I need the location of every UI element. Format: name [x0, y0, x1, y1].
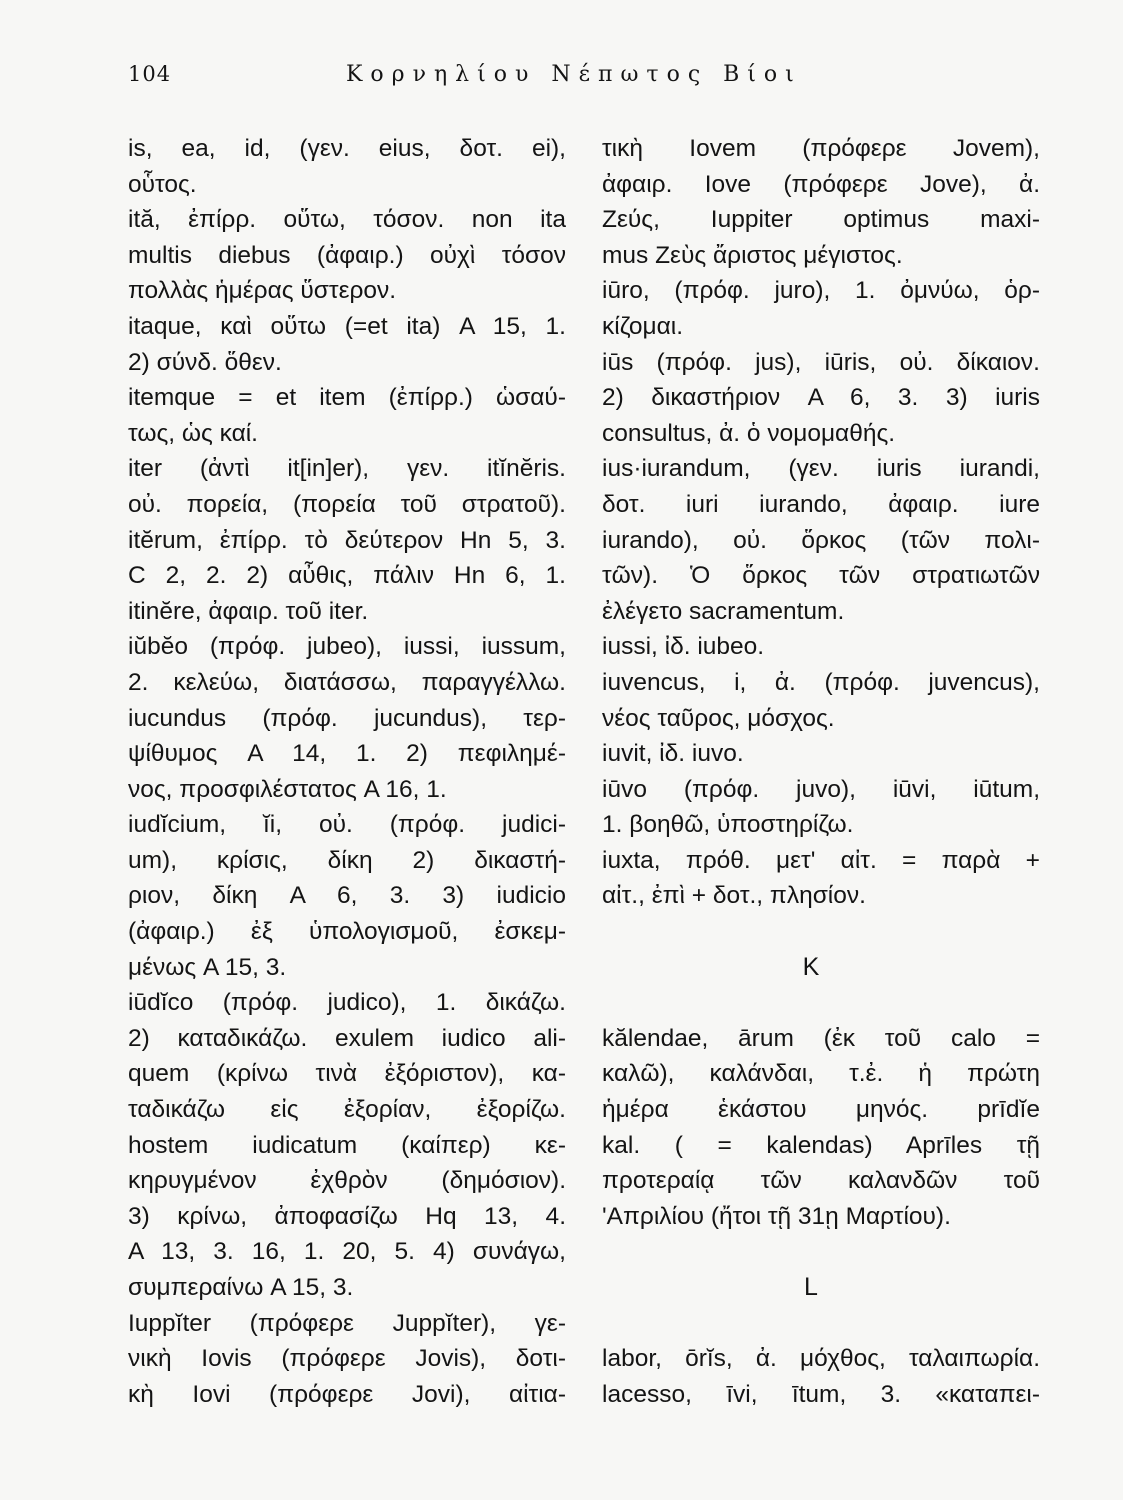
entry-line: αἰτ., ἐπὶ + δοτ., πλησίον. — [602, 882, 866, 910]
entry-line: mus Ζεὺς ἄριστος μέγιστος. — [602, 241, 903, 269]
entry-line: labor, ōrĭs, ἀ. μόχθος, ταλαιπωρία. — [602, 1345, 1040, 1373]
section-spacer — [602, 1234, 1040, 1270]
entry-line: iudĭcium, ĭi, οὐ. (πρόφ. judici- — [128, 811, 566, 839]
entry-line: iŭbĕo (πρόφ. jubeo), iussi, iussum, — [128, 633, 566, 661]
entry-line: 2. κελεύω, διατάσσω, παραγγέλλω. — [128, 668, 566, 696]
entry-line: 'Απριλίου (ἤτοι τῇ 31ῃ Μαρτίου). — [602, 1202, 951, 1230]
entry-line: οὐ. πορεία, (πορεία τοῦ στρατοῦ). — [128, 490, 566, 518]
entry-line: κηρυγμένον ἐχθρὸν (δημόσιον). — [128, 1167, 566, 1195]
entry-line: iussi, ἰδ. iubeo. — [602, 633, 765, 661]
entry-line: iūs (πρόφ. jus), iūris, οὐ. δίκαιον. — [602, 348, 1040, 376]
entry-line: consultus, ἀ. ὁ νομομαθής. — [602, 419, 896, 447]
entry-line: itemque = et item (ἐπίρρ.) ὡσαύ- — [128, 384, 566, 412]
entry-line: μένως A 15, 3. — [128, 953, 287, 981]
entry-line: τῶν). Ὁ ὅρκος τῶν στρατιωτῶν — [602, 562, 1040, 590]
entry-line: Ζεύς, Iuppiter optimus maxi- — [602, 206, 1040, 234]
section-spacer — [602, 914, 1040, 950]
entry-line: κὴ Iovi (πρόφερε Jovi), αἰτια- — [128, 1380, 566, 1408]
entry-line: ταδικάζω εἰς ἐξορίαν, ἐξορίζω. — [128, 1096, 566, 1124]
entry-line: προτεραίᾳ τῶν καλανδῶν τοῦ — [602, 1167, 1040, 1195]
entry-line: κίζομαι. — [602, 312, 684, 340]
entry-line: ită, ἐπίρρ. οὕτω, τόσον. non ita — [128, 206, 566, 234]
entry-line: iuvencus, i, ἀ. (πρόφ. juvencus), — [602, 668, 1040, 696]
entry-line: 3) κρίνω, ἀποφασίζω Hq 13, 4. — [128, 1202, 566, 1230]
page-header — [128, 62, 1038, 98]
entry-line: ἐλέγετο sacramentum. — [602, 597, 845, 625]
section-letter-l: L — [804, 1273, 818, 1301]
entry-line: quem (κρίνω τινὰ ἐξόριστον), κα- — [128, 1060, 566, 1088]
entry-line: iūro, (πρόφ. juro), 1. ὀμνύω, ὁρ- — [602, 277, 1040, 305]
entry-line: πολλὰς ἡμέρας ὕστερον. — [128, 277, 397, 305]
entry-line: itĕrum, ἐπίρρ. τὸ δεύτερον Hn 5, 3. — [128, 526, 566, 554]
entry-line: multis diebus (ἀφαιρ.) οὐχὶ τόσον — [128, 241, 566, 269]
running-title: Κορνηλίου Νέπωτος Βίοι — [346, 62, 802, 87]
entry-line: ψίθυμος A 14, 1. 2) πεφιλημέ- — [128, 740, 566, 768]
entry-line: 2) καταδικάζω. exulem iudico ali- — [128, 1024, 566, 1052]
entry-line: νέος ταῦρος, μόσχος. — [602, 704, 835, 732]
entry-line: iter (ἀντὶ it[in]er), γεν. itĭnĕris. — [128, 455, 566, 483]
section-spacer — [602, 1306, 1040, 1342]
entry-line: τως, ὡς καί. — [128, 419, 258, 447]
entry-line: is, ea, id, (γεν. eius, δοτ. ei), — [128, 135, 566, 162]
entry-line: itaque, καὶ οὕτω (=et ita) A 15, 1. — [128, 312, 566, 340]
entry-line: iuvit, ἰδ. iuvo. — [602, 740, 744, 768]
entry-line: iuxta, πρόθ. μετ' αἰτ. = παρὰ + — [602, 846, 1040, 874]
entry-line: hostem iudicatum (καίπερ) κε- — [128, 1131, 566, 1159]
entry-line: ius·iurandum, (γεν. iuris iurandi, — [602, 455, 1040, 483]
entry-line: iurando), οὐ. ὅρκος (τῶν πολι- — [602, 526, 1040, 554]
page-number: 104 — [128, 62, 172, 86]
section-letter-k: K — [802, 952, 820, 981]
entry-line: νικὴ Iovis (πρόφερε Jovis), δοτι- — [128, 1345, 566, 1373]
left-column — [128, 131, 566, 1412]
section-spacer — [602, 985, 1040, 1021]
entry-line: ριον, δίκη A 6, 3. 3) iudicio — [128, 882, 566, 910]
entry-line: itinĕre, ἀφαιρ. τοῦ iter. — [128, 597, 369, 625]
entry-line: τικὴ Iovem (πρόφερε Jovem), — [602, 135, 1040, 162]
entry-line: νος, προσφιλέστατος A 16, 1. — [128, 775, 447, 803]
entry-line: kălendae, ārum (ἐκ τοῦ calo = — [602, 1024, 1040, 1052]
entry-line: (ἀφαιρ.) ἐξ ὑπολογισμοῦ, ἐσκεμ- — [128, 918, 566, 946]
entry-line: δοτ. iuri iurando, ἀφαιρ. iure — [602, 490, 1040, 518]
entry-line: Iuppĭter (πρόφερε Juppĭter), γε- — [128, 1309, 566, 1337]
right-column — [602, 131, 1040, 1412]
entry-line: lacesso, īvi, ītum, 3. «καταπει- — [602, 1380, 1040, 1408]
entry-line: 1. βοηθῶ, ὑποστηρίζω. — [602, 811, 854, 839]
entry-line: ἀφαιρ. Iove (πρόφερε Jove), ἀ. — [602, 170, 1040, 198]
entry-line: iūdĭco (πρόφ. judico), 1. δικάζω. — [128, 989, 566, 1017]
entry-line: iūvo (πρόφ. juvo), iūvi, iūtum, — [602, 775, 1040, 803]
entry-line: καλῶ), καλάνδαι, τ.ἐ. ἡ πρώτη — [602, 1060, 1040, 1088]
entry-line: ἡμέρα ἑκάστου μηνός. prīdĭe — [602, 1096, 1040, 1124]
entry-line: οὗτος. — [128, 170, 197, 198]
entry-line: kal. ( = kalendas) Aprīles τῇ — [602, 1131, 1040, 1159]
entry-line: συμπεραίνω A 15, 3. — [128, 1274, 354, 1301]
entry-line: iucundus (πρόφ. jucundus), τερ- — [128, 704, 566, 732]
entry-line: 2) σύνδ. ὅθεν. — [128, 348, 282, 376]
entry-line: A 13, 3. 16, 1. 20, 5. 4) συνάγω, — [128, 1238, 566, 1266]
entry-line: um), κρίσις, δίκη 2) δικαστή- — [128, 846, 566, 874]
entry-line: 2) δικαστήριον A 6, 3. 3) iuris — [602, 384, 1040, 412]
entry-line: C 2, 2. 2) αὖθις, πάλιν Hn 6, 1. — [128, 562, 566, 590]
